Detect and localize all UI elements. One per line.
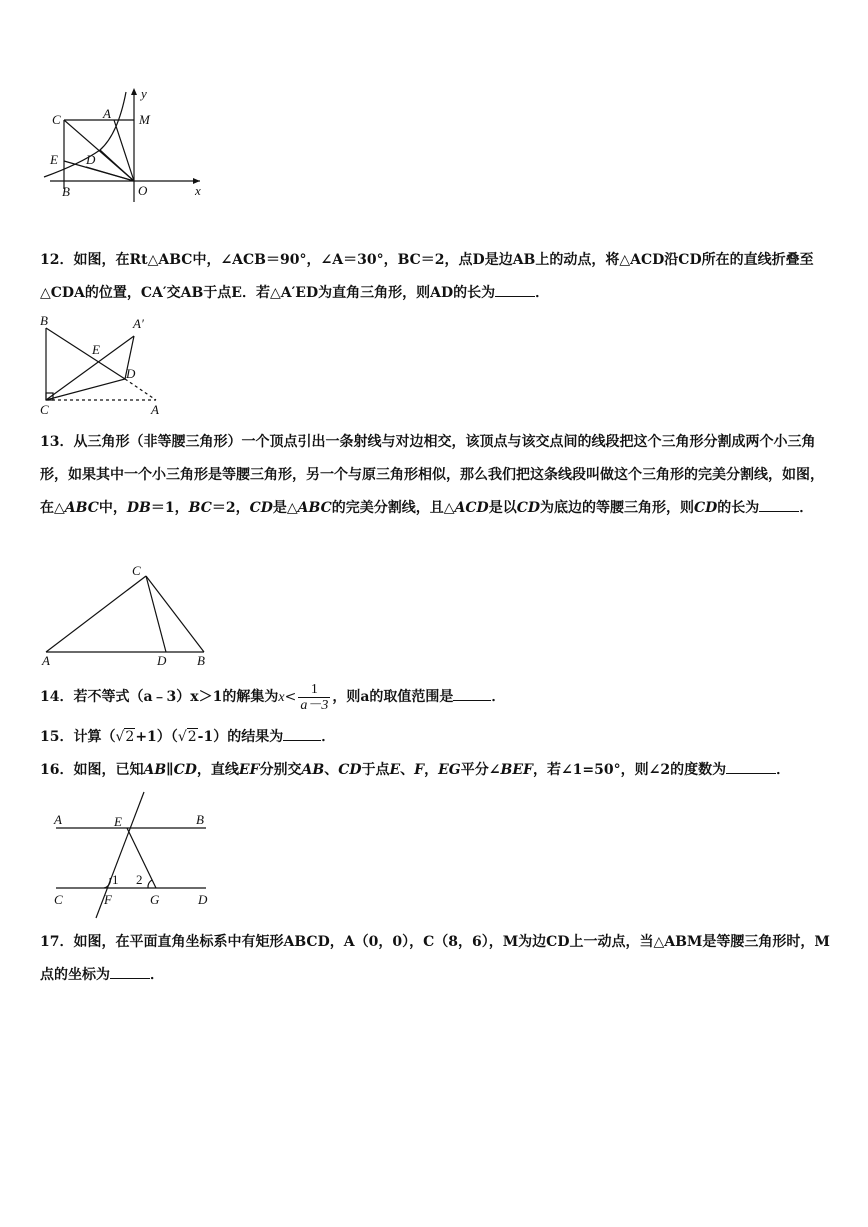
answer-blank-12[interactable] [495, 282, 535, 297]
fig16-label-b: B [196, 812, 204, 827]
fig11-label-a: A [103, 106, 111, 121]
fig13-label-c: C [132, 563, 141, 578]
fig16-label-angle-1: 1 [112, 872, 119, 887]
answer-blank-13[interactable] [759, 497, 799, 512]
question-12: 12．如图，在Rt△ABC中，∠ACB＝90°，∠A＝30°，BC＝2，点D是边AB上的动点，将△ACD沿CD所在的直线折叠至△CDA的位置，CA′交AB于点E．若△A′ED为直角三角形，则AD的长为 ． [40, 252, 814, 301]
fig12-label-c: C [40, 402, 49, 417]
question-14: 14．若不等式（a﹣3）x＞1的解集为x< $\frac{1}{a-3}$ ，则a的取值范围是 ． [40, 681, 506, 713]
fig16-label-angle-2: 2 [136, 872, 143, 887]
figure-12-fold-diagram [36, 314, 176, 418]
fig12-label-a-prime: A′ [133, 316, 144, 331]
question-17: 17．如图，在平面直角坐标系中有矩形ABCD，A（0，0），C（8，6），M为边CD上一动点，当△ABM是等腰三角形时，M点的坐标为 ． [40, 934, 830, 983]
fig11-label-d: D [86, 152, 96, 167]
answer-blank-17[interactable] [110, 964, 150, 979]
fig11-label-x: x [195, 183, 201, 198]
fig11-label-y: y [141, 86, 147, 101]
fig11-label-c: C [52, 112, 61, 127]
question-12-text: 12．如图，在Rt△ABC中，∠ACB＝90°，∠A＝30°，BC＝2，点D是边AB上的动点，将△ACD沿CD所在的直线折叠至△CDA的位置，CA′交AB于点E．若△A′ED为直角三角形，则AD的长为 [40, 252, 814, 301]
fig16-label-a: A [54, 812, 62, 827]
answer-blank-14[interactable] [453, 686, 491, 701]
fig13-label-d: D [157, 653, 167, 668]
fraction: $\frac{1}{a-3}$ [300, 681, 329, 713]
fig16-label-d: D [198, 892, 208, 907]
question-16: 16．如图，已知AB∥CD，直线EF分别交AB、CD于点E、F，EG平分∠BEF，若∠1=50°，则∠2的度数为 ． [40, 754, 835, 787]
figure-11-coordinate-diagram [40, 84, 210, 204]
fig11-label-e: E [50, 152, 58, 167]
fig16-label-g: G [150, 892, 160, 907]
answer-blank-16[interactable] [726, 759, 776, 774]
fig12-label-e: E [92, 342, 100, 357]
fig12-label-d: D [126, 366, 136, 381]
fig11-label-b: B [62, 184, 70, 199]
fig16-label-f: F [104, 892, 112, 907]
answer-blank-15[interactable] [283, 726, 321, 741]
fig13-label-b: B [197, 653, 205, 668]
fig11-label-m: M [139, 112, 150, 127]
figure-16-parallel-lines-diagram [44, 790, 224, 922]
question-15: 15．计算（√2+1）（√2-1）的结果为 ． [40, 721, 835, 754]
question-13: 13．从三角形（非等腰三角形）一个顶点引出一条射线与对边相交，该顶点与该交点间的线段把这个三角形分割成两个小三角形，如果其中一个小三角形是等腰三角形，另一个与原三角形相似，那么我们把这条线段叫做这个三角形的完美分割线，如图，在△ABC中，DB＝1，BC＝2，CD是△ABC的完美分割线，且△ACD是以CD为底边的等腰三角形，则CD的长为 ． [40, 434, 824, 516]
sqrt-symbol: √2 [115, 729, 135, 745]
sqrt-symbol: √2 [177, 729, 197, 745]
fig12-label-a: A [151, 402, 159, 417]
fig16-label-c: C [54, 892, 63, 907]
fig12-label-b: B [40, 314, 48, 328]
fig11-label-o: O [138, 183, 148, 198]
question-17-text: 17．如图，在平面直角坐标系中有矩形ABCD，A（0，0），C（8，6），M为边CD上一动点，当△ABM是等腰三角形时，M点的坐标为 [40, 934, 830, 983]
figure-13-triangle-diagram [36, 562, 216, 670]
fig16-label-e: E [114, 814, 122, 829]
fig13-label-a: A [42, 653, 50, 668]
